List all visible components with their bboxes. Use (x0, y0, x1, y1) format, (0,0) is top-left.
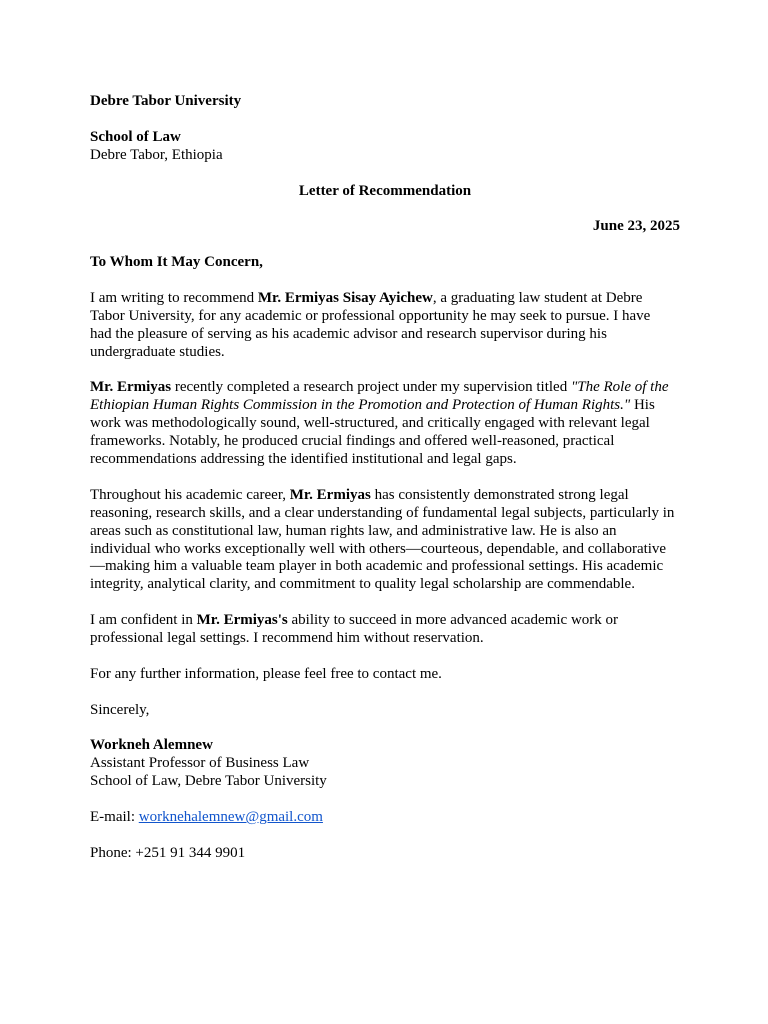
university-name: Debre Tabor University (90, 93, 242, 109)
paragraph-contact-offer (90, 666, 680, 684)
research-title: "The Role of the (570, 379, 669, 396)
paragraph-line (90, 379, 680, 397)
email-line (90, 809, 680, 827)
letter-title-block (90, 183, 680, 201)
school-block (90, 129, 680, 165)
paragraph-line (90, 397, 680, 415)
paragraph-line: —making him a valuable team player in both academic and professional settings. His academic (90, 558, 664, 575)
date-block (90, 218, 680, 236)
paragraph-line (90, 612, 680, 630)
phone-line: Phone: +251 91 344 9901 (90, 844, 246, 861)
signature-block (90, 737, 680, 791)
paragraph-line: undergraduate studies. (90, 343, 225, 360)
phone-block (90, 845, 680, 863)
student-name: Mr. Ermiyas Sisay Ayichew (257, 289, 433, 306)
paragraph-line: For any further information, please feel free to contact me. (90, 665, 442, 682)
letter-page (90, 93, 680, 881)
signer-name: Workneh Alemnew (90, 737, 213, 754)
salutation-block (90, 254, 680, 272)
email-link[interactable]: worknehalemnew@gmail.com (138, 809, 323, 826)
letter-title: Letter of Recommendation (298, 182, 472, 199)
student-name: Mr. Ermiyas (90, 379, 172, 396)
text-run: His (630, 397, 655, 414)
text-run: recently completed a research project under my supervision titled (171, 379, 571, 396)
research-title: Ethiopian Human Rights Commission in the Promotion and Protection of Human Rights." (90, 397, 631, 414)
text-run: ability to succeed in more advanced academic work or (287, 612, 619, 629)
salutation: To Whom It May Concern, (90, 254, 263, 271)
paragraph-line: Tabor University, for any academic or professional opportunity he may seek to pursue. I have (90, 307, 651, 324)
text-run: has consistently demonstrated strong legal (370, 486, 629, 503)
paragraph-line: frameworks. Notably, he produced crucial findings and offered well-reasoned, practical (90, 433, 615, 450)
text-run: I am confident in (90, 612, 197, 629)
signer-affiliation: School of Law, Debre Tabor University (90, 773, 327, 790)
student-name: Mr. Ermiyas's (196, 612, 288, 629)
school-name: School of Law (90, 128, 181, 145)
letter-date: June 23, 2025 (592, 218, 680, 235)
paragraph-line: recommendations addressing the identified institutional and legal gaps. (90, 451, 517, 468)
paragraph-line: work was methodologically sound, well-structured, and critically engaged with relevant legal (90, 415, 650, 432)
email-block (90, 809, 680, 827)
school-location: Debre Tabor, Ethiopia (90, 146, 223, 163)
paragraph-line: professional legal settings. I recommend him without reservation. (90, 630, 484, 647)
paragraph-line (90, 290, 680, 308)
signer-position: Assistant Professor of Business Law (90, 755, 310, 772)
paragraph-research (90, 379, 680, 469)
paragraph-line: had the pleasure of serving as his academic advisor and research supervisor during his (90, 325, 607, 342)
email-label: E-mail: (90, 809, 139, 826)
text-run: , a graduating law student at Debre (432, 289, 643, 306)
student-name: Mr. Ermiyas (289, 486, 371, 503)
paragraph-line: individual who works exceptionally well with others—courteous, dependable, and collaborative (90, 540, 667, 557)
paragraph-academic-career (90, 487, 680, 594)
university-header (90, 93, 680, 111)
closing: Sincerely, (90, 701, 150, 718)
text-run: I am writing to recommend (90, 289, 258, 306)
paragraph-line: reasoning, research skills, and a clear understanding of fundamental legal subjects, particularly in (90, 504, 675, 521)
paragraph-confidence (90, 612, 680, 648)
closing-block (90, 702, 680, 720)
paragraph-line: integrity, analytical clarity, and commitment to quality legal scholarship are commendable. (90, 576, 635, 593)
paragraph-line (90, 487, 680, 505)
paragraph-introduction (90, 290, 680, 362)
paragraph-line: areas such as constitutional law, human rights law, and administrative law. He is also an (90, 522, 617, 539)
text-run: Throughout his academic career, (90, 486, 290, 503)
